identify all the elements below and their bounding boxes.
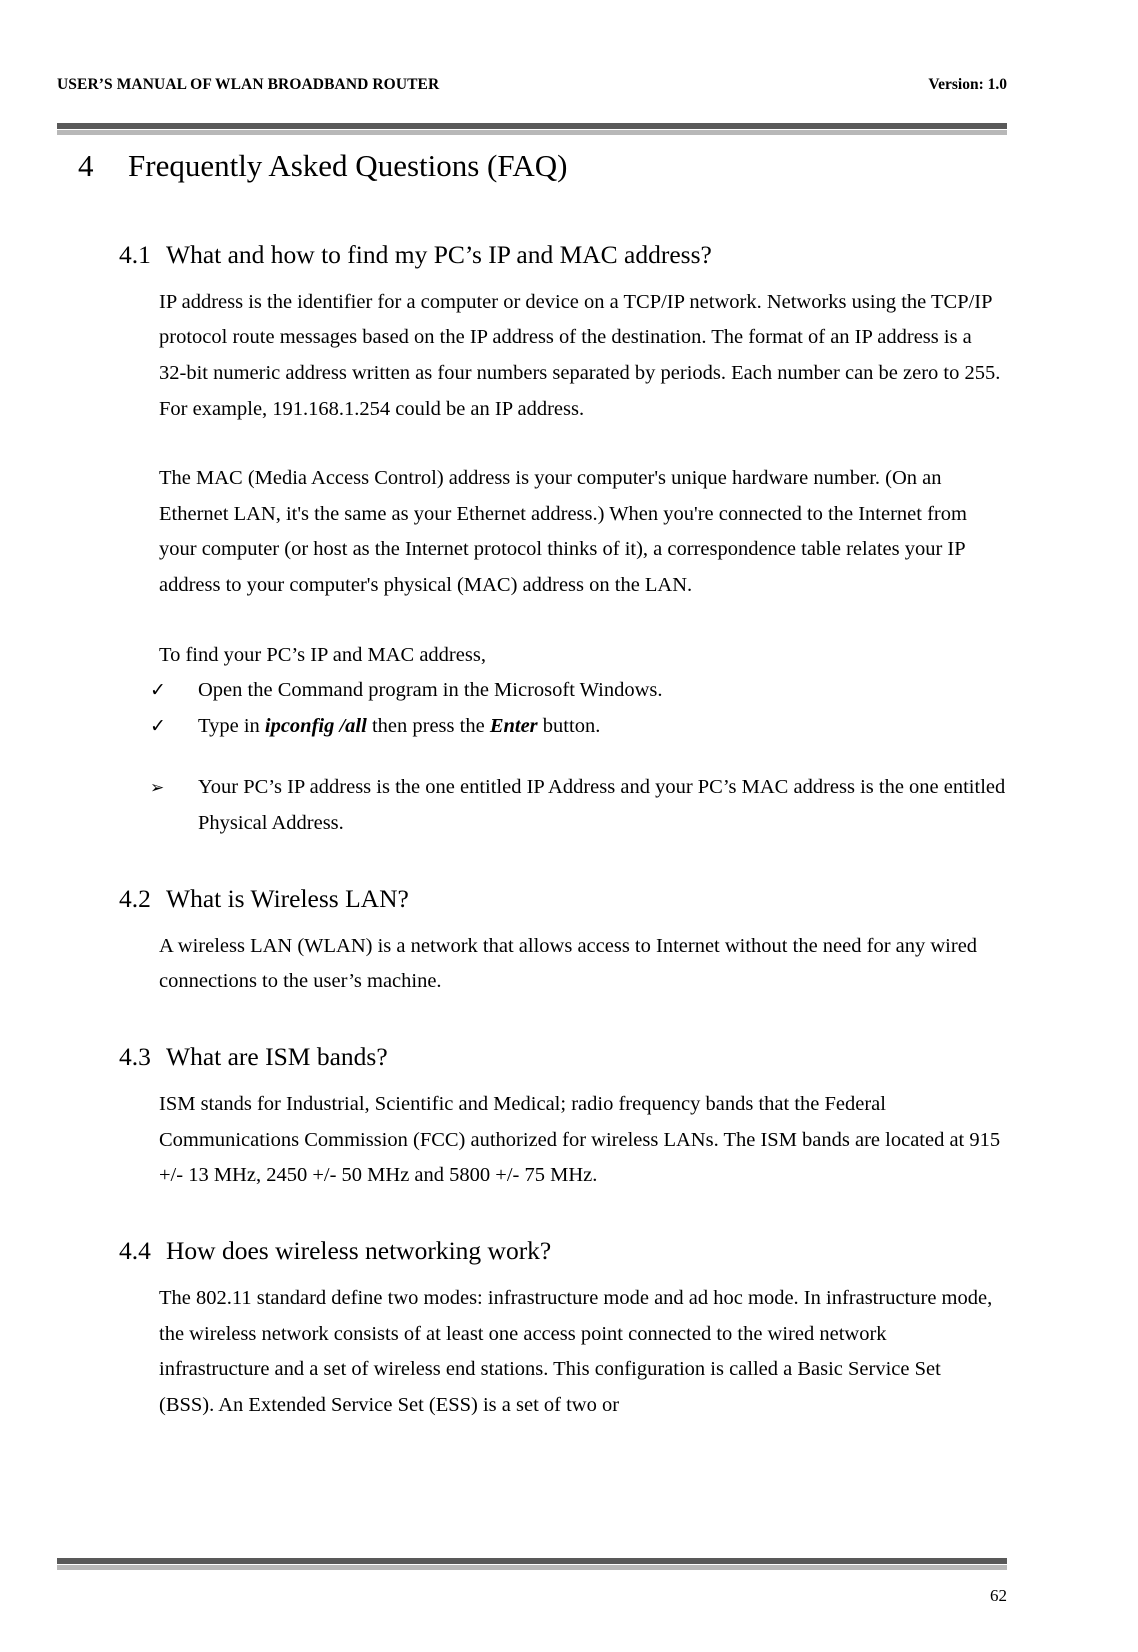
paragraph-ip-address: IP address is the identifier for a computer or device on a TCP/IP network. Networks using the TCP/IP protocol route messages based on the IP address of the destination. The format of an IP address is a 32-bit numeric address written as four numbers separated by periods. Each number can be zero to 255. For example, 191.168.1.254 could be an IP address. bbox=[159, 290, 1001, 420]
chapter-number: 4 bbox=[78, 148, 94, 183]
section-heading-4-1 bbox=[0, 238, 1138, 271]
list-item-label: Open the Command program in the Microsoft Windows. bbox=[198, 679, 663, 702]
paragraph-find-instructions: To find your PC’s IP and MAC address, bbox=[159, 643, 486, 666]
command-emphasis: ipconfig /all bbox=[264, 714, 367, 737]
section-heading-4-3 bbox=[0, 1040, 1138, 1073]
section-number-4-4: 4.4 bbox=[119, 1235, 151, 1265]
paragraph-wireless-networking: The 802.11 standard define two modes: infrastructure mode and ad hoc mode. In infrastructure mode, the wireless network consists of at least one access point connected to the wired network infrastructure and a set of wireless end stations. This configuration is called a Basic Service Set (BSS). An Extended Service Set (ESS) is a set of two or bbox=[159, 1287, 993, 1416]
page-number: 62 bbox=[990, 1586, 1007, 1605]
section-number-4-1: 4.1 bbox=[119, 239, 151, 269]
key-emphasis: Enter bbox=[489, 714, 538, 737]
section-title-4-3: What are ISM bands? bbox=[166, 1041, 388, 1071]
list-item bbox=[0, 770, 1138, 841]
list-item-label: Your PC’s IP address is the one entitled IP Address and your PC’s MAC address is the one entitled Physical Address. bbox=[198, 776, 1006, 835]
header-divider bbox=[57, 123, 1007, 135]
section-title-4-1: What and how to find my PC’s IP and MAC address? bbox=[166, 239, 712, 269]
section-number-4-3: 4.3 bbox=[119, 1041, 151, 1071]
section-title-4-2: What is Wireless LAN? bbox=[166, 883, 409, 913]
list-item bbox=[0, 709, 1138, 745]
list-item bbox=[0, 673, 1138, 709]
check-bullet-list bbox=[0, 673, 1138, 744]
section-title-4-4: How does wireless networking work? bbox=[166, 1235, 552, 1265]
header-title: USER’S MANUAL OF WLAN BROADBAND ROUTER bbox=[57, 76, 440, 93]
paragraph-wireless-lan: A wireless LAN (WLAN) is a network that allows access to Internet without the need for any wired connections to the user’s machine. bbox=[159, 934, 978, 993]
check-icon: ✓ bbox=[150, 715, 166, 737]
page-content bbox=[0, 147, 1138, 1423]
page-header bbox=[57, 76, 1007, 94]
paragraph-mac-address: The MAC (Media Access Control) address is your computer's unique hardware number. (On an Ethernet LAN, it's the same as your Ethernet address.) When you're connected to the Internet from your computer (or host as the Internet protocol thinks of it), a correspondence table relates your IP address to your computer's physical (MAC) address on the LAN. bbox=[159, 467, 967, 597]
footer-divider bbox=[57, 1558, 1007, 1570]
footer-divider-dark bbox=[57, 1558, 1007, 1564]
check-icon: ✓ bbox=[150, 680, 166, 702]
paragraph-ism-bands: ISM stands for Industrial, Scientific and Medical; radio frequency bands that the Federal Communications Commission (FCC) authorized for wireless LANs. The ISM bands are located at 915 +/- 13 MHz, 2450 +/- 50 MHz and 5800 +/- 75 MHz. bbox=[159, 1093, 1001, 1187]
list-item-label bbox=[198, 709, 1018, 745]
chapter-heading bbox=[0, 147, 1138, 186]
header-version: Version: 1.0 bbox=[928, 76, 1007, 93]
list-item-text-mid: then press the bbox=[366, 714, 490, 737]
arrow-bullet-list bbox=[0, 770, 1138, 841]
header-divider-dark bbox=[57, 123, 1007, 129]
section-number-4-2: 4.2 bbox=[119, 883, 151, 913]
section-heading-4-2 bbox=[0, 882, 1138, 915]
header-divider-light bbox=[57, 130, 1007, 135]
list-item-text-pre: Type in bbox=[198, 714, 265, 737]
arrow-head-icon: ➢ bbox=[150, 778, 165, 798]
section-heading-4-4 bbox=[0, 1234, 1138, 1267]
chapter-title: Frequently Asked Questions (FAQ) bbox=[128, 148, 568, 183]
list-item-text-post: button. bbox=[537, 714, 601, 737]
footer-divider-light bbox=[57, 1565, 1007, 1570]
